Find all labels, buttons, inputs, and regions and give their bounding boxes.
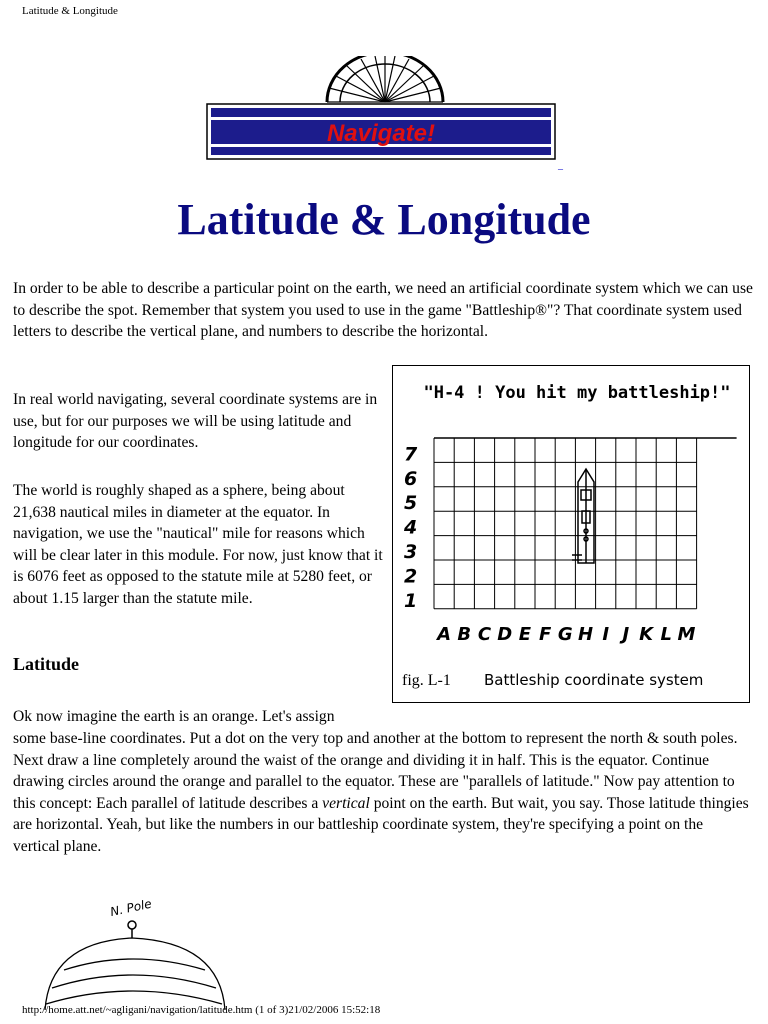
row-label: 6 [404, 467, 418, 490]
banner-link[interactable]: _ [558, 160, 563, 171]
vertical-emphasis: vertical [322, 794, 370, 812]
column-label: M [677, 623, 696, 645]
column-label: K [639, 623, 654, 645]
column-label: B [457, 623, 472, 645]
row-label: 2 [404, 565, 418, 588]
row-labels [403, 443, 418, 611]
sphere-paragraph: The world is roughly shaped as a sphere, being about 21,638 nautical miles in diameter at the equator. In navigation, we use the "nautical" mile for reasons which will be clear later in this module. For now, just know that it is 6076 feet as opposed to the statute mile at 5280 feet, or about 1.15 larger than the statute mile. [13, 482, 383, 607]
row-label: 1 [404, 589, 418, 612]
column-label: A [437, 623, 452, 645]
orange-paragraph [13, 728, 751, 858]
orange-globe-sketch [40, 880, 290, 1010]
north-pole-label: N. Pole [108, 896, 153, 920]
orange-text-b: point on the earth. But wait, you say. Those latitude thingies are horizontal. Yeah, but like the numbers in our battleship coordinate system, they're specifying a point on the vertical plane. [13, 794, 749, 855]
caption-text: Battleship coordinate system [484, 671, 704, 689]
running-header: Latitude & Longitude [22, 5, 118, 17]
coordinate-systems-paragraph: In real world navigating, several coordinate systems are in use, but for our purposes we will be using latitude and longitude for our coordinates. [13, 391, 378, 452]
column-label: F [538, 623, 552, 645]
row-label: 7 [404, 443, 418, 466]
row-label: 3 [404, 541, 418, 563]
row-label: 4 [404, 516, 418, 539]
figure-quote: "H-4 ! You hit my battleship!" [423, 383, 731, 403]
column-label: E [518, 623, 532, 645]
intro-paragraph: In order to be able to describe a particular point on the earth, we need an artificial coordinate system which we can use to describe the spot. Remember that system you used to use in the game "Battleship®"? That coordinate system used letters to describe the vertical plane, and numbers to describe the horizontal. [13, 280, 753, 341]
navigate-banner[interactable] [205, 56, 565, 171]
pole-pin-icon [128, 921, 136, 938]
column-label: L [660, 623, 673, 645]
column-label: G [557, 623, 573, 645]
orange-text-a: some base-line coordinates. Put a dot on the very top and another at the bottom to represent the north & south poles. Next draw a line completely around the waist of the orange and dividing it in half. This is the equator. Continue drawing circles around the orange and parallel to the equator. These are "parallels of latitude." Now pay attention to this concept: Each parallel of latitude describes a [13, 730, 738, 812]
caption-number: fig. L-1 [402, 672, 451, 689]
page-footer: http://home.att.net/~agligani/navigation/latitude.htm (1 of 3)21/02/2006 15:52:18 [22, 1004, 381, 1016]
page-title: Latitude & Longitude [177, 195, 591, 244]
column-label: J [622, 623, 630, 645]
column-label: I [602, 623, 610, 645]
latitude-heading: Latitude [13, 654, 80, 674]
row-label: 5 [404, 492, 418, 515]
column-label: H [577, 623, 594, 645]
column-label: C [477, 623, 492, 645]
column-label: D [497, 623, 513, 645]
banner-label: Navigate! [326, 120, 436, 147]
battleship-figure [392, 365, 750, 703]
orange-paragraph-first-line: Ok now imagine the earth is an orange. Let's assign [13, 708, 335, 725]
protractor-icon [327, 56, 443, 102]
